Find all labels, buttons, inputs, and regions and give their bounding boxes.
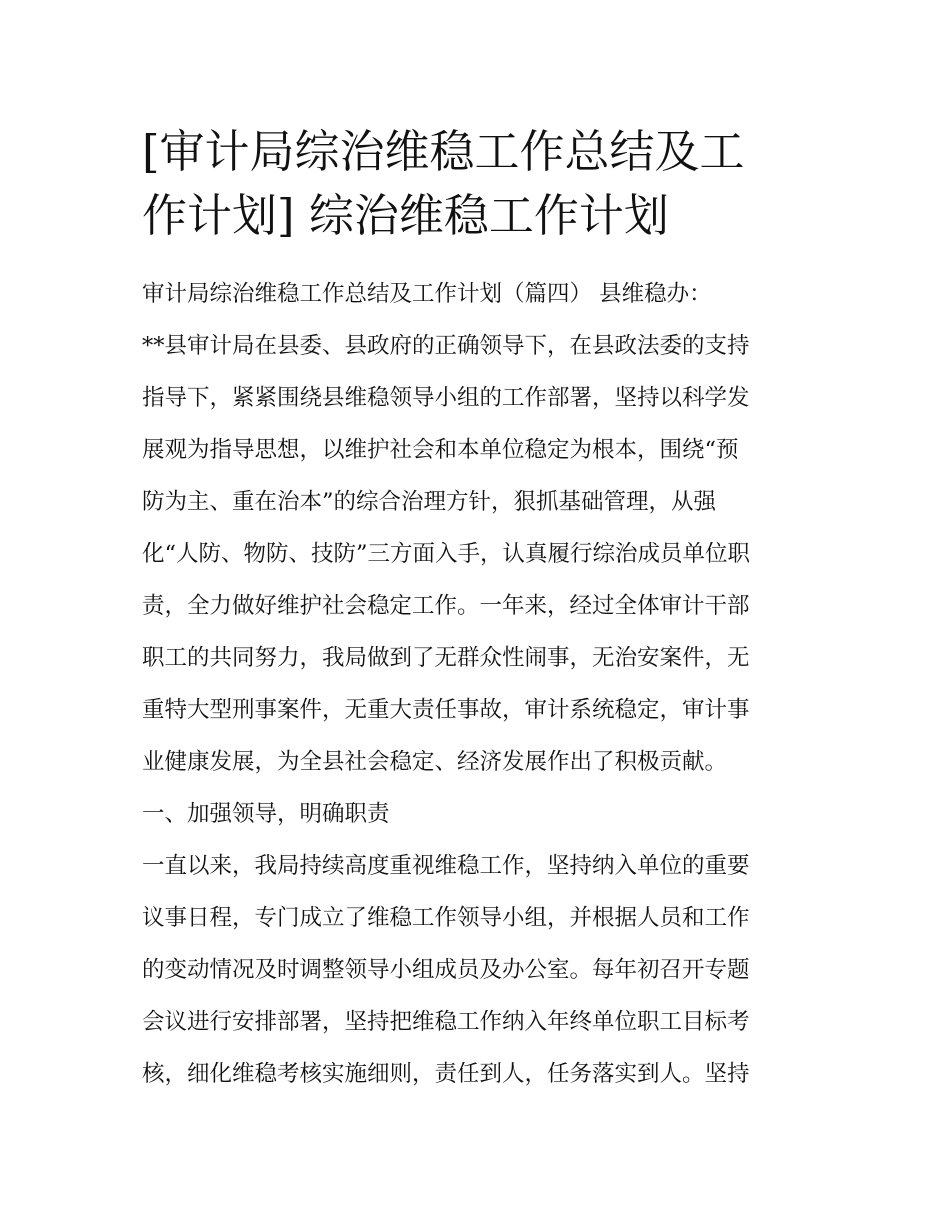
body-line: 业健康发展，为全县社会稳定、经济发展作出了积极贡献。 (142, 749, 728, 775)
body-line: 防为主、重在治本”的综合治理方针，狠抓基础管理，从强 (142, 489, 717, 515)
document-page (142, 120, 822, 1100)
document-title (142, 120, 822, 248)
body-line: 的变动情况及时调整领导小组成员及办公室。每年初召开专题 (142, 957, 750, 983)
body-line: 一直以来，我局持续高度重视维稳工作，坚持纳入单位的重要 (142, 853, 750, 879)
body-line: 重特大型刑事案件，无重大责任事故，审计系统稳定，审计事 (142, 697, 750, 723)
body-line: 会议进行安排部署，坚持把维稳工作纳入年终单位职工目标考 (142, 1009, 750, 1035)
body-line: 职工的共同努力，我局做到了无群众性闹事，无治安案件，无 (142, 645, 750, 671)
title-line: [审计局综治维稳工作总结及工 (142, 125, 745, 178)
body-line: 化“人防、物防、技防”三方面入手，认真履行综治成员单位职 (142, 541, 751, 567)
body-line: 议事日程，专门成立了维稳工作领导小组，并根据人员和工作 (142, 905, 750, 931)
body-line: 责，全力做好维护社会稳定工作。一年来，经过全体审计干部 (142, 593, 750, 619)
section-heading: 一、加强领导，明确职责 (142, 801, 390, 827)
document-body (142, 268, 822, 1100)
body-line: 核，细化维稳考核实施细则，责任到人，任务落实到人。坚持 (142, 1061, 750, 1087)
body-line: 指导下，紧紧围绕县维稳领导小组的工作部署，坚持以科学发 (142, 385, 750, 411)
title-line: 作计划] 综治维稳工作计划 (142, 189, 669, 242)
body-line: 审计局综治维稳工作总结及工作计划（篇四） 县维稳办： (142, 281, 712, 307)
body-line: 展观为指导思想，以维护社会和本单位稳定为根本，围绕“预 (142, 437, 739, 463)
body-line: **县审计局在县委、县政府的正确领导下，在县政法委的支持 (142, 333, 750, 359)
